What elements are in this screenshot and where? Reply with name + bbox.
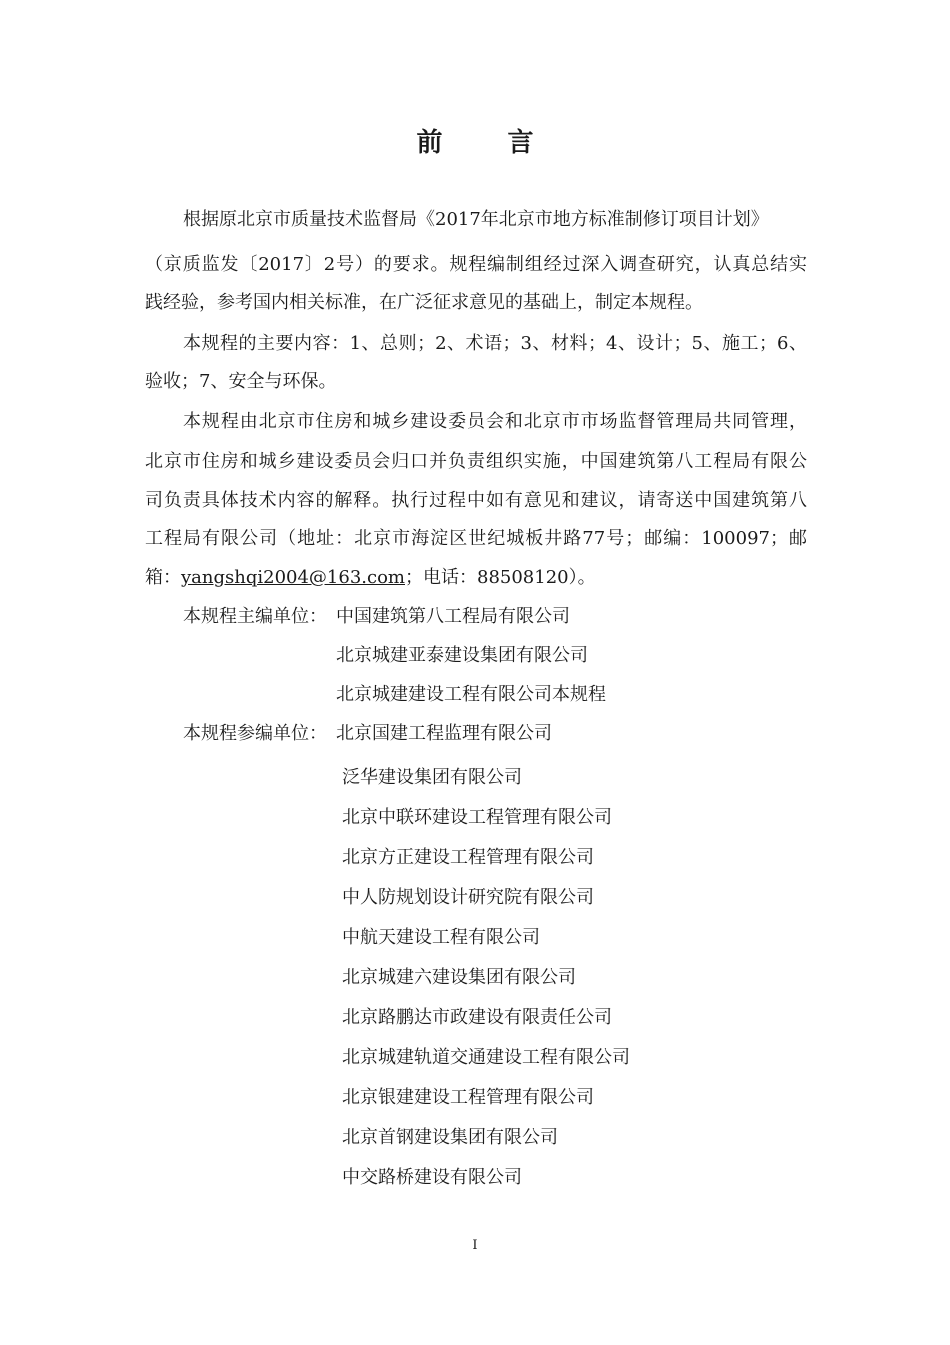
participating-unit-item: 北京方正建设工程管理有限公司 xyxy=(342,847,594,868)
participating-unit-item: 北京城建六建设集团有限公司 xyxy=(342,967,576,988)
participating-unit-item: 北京城建轨道交通建设工程有限公司 xyxy=(342,1047,630,1068)
participating-unit-item: 泛华建设集团有限公司 xyxy=(342,767,522,788)
para3-line2: 北京市住房和城乡建设委员会归口并负责组织实施，中国建筑第八工程局有限公 xyxy=(145,451,807,472)
para3-line3: 司负责具体技术内容的解释。执行过程中如有意见和建议，请寄送中国建筑第八 xyxy=(145,490,807,511)
participating-unit-item: 中航天建设工程有限公司 xyxy=(342,927,540,948)
phone-text: ；电话：88508120）。 xyxy=(405,567,596,588)
email-label: 箱： xyxy=(145,567,181,588)
chief-unit-item: 北京城建亚泰建设集团有限公司 xyxy=(336,645,588,666)
para3-line4: 工程局有限公司（地址：北京市海淀区世纪城板井路77号；邮编：100097；邮 xyxy=(145,528,807,549)
email-link[interactable]: yangshqi2004@163.com xyxy=(181,567,405,588)
participating-unit-item: 北京首钢建设集团有限公司 xyxy=(342,1127,558,1148)
para2-line2: 验收；7、安全与环保。 xyxy=(145,371,337,392)
para3-line5 xyxy=(145,566,596,590)
para1-line2: （京质监发〔2017〕2号）的要求。规程编制组经过深入调查研究，认真总结实 xyxy=(145,254,807,275)
chief-unit-item: 北京城建建设工程有限公司本规程 xyxy=(336,684,606,705)
participating-units-label: 本规程参编单位： xyxy=(183,723,327,744)
para2-line1: 本规程的主要内容：1、总则；2、术语；3、材料；4、设计；5、施工；6、 xyxy=(183,333,807,354)
participating-unit-item: 北京中联环建设工程管理有限公司 xyxy=(342,807,612,828)
para3-line1: 本规程由北京市住房和城乡建设委员会和北京市市场监督管理局共同管理， xyxy=(183,411,807,432)
para1-line3: 践经验，参考国内相关标准，在广泛征求意见的基础上，制定本规程。 xyxy=(145,292,703,313)
participating-unit-item: 中交路桥建设有限公司 xyxy=(342,1167,522,1188)
participating-unit-item: 北京路鹏达市政建设有限责任公司 xyxy=(342,1007,612,1028)
para1-line1: 根据原北京市质量技术监督局《2017年北京市地方标准制修订项目计划》 xyxy=(183,209,769,230)
participating-unit-item: 北京银建建设工程管理有限公司 xyxy=(342,1087,594,1108)
page-number: I xyxy=(472,1238,478,1253)
page-title: 前 言 xyxy=(416,128,562,158)
chief-unit-item: 中国建筑第八工程局有限公司 xyxy=(336,606,570,627)
chief-units-label: 本规程主编单位： xyxy=(183,606,327,627)
participating-unit-item: 中人防规划设计研究院有限公司 xyxy=(342,887,594,908)
participating-unit-item: 北京国建工程监理有限公司 xyxy=(336,723,552,744)
